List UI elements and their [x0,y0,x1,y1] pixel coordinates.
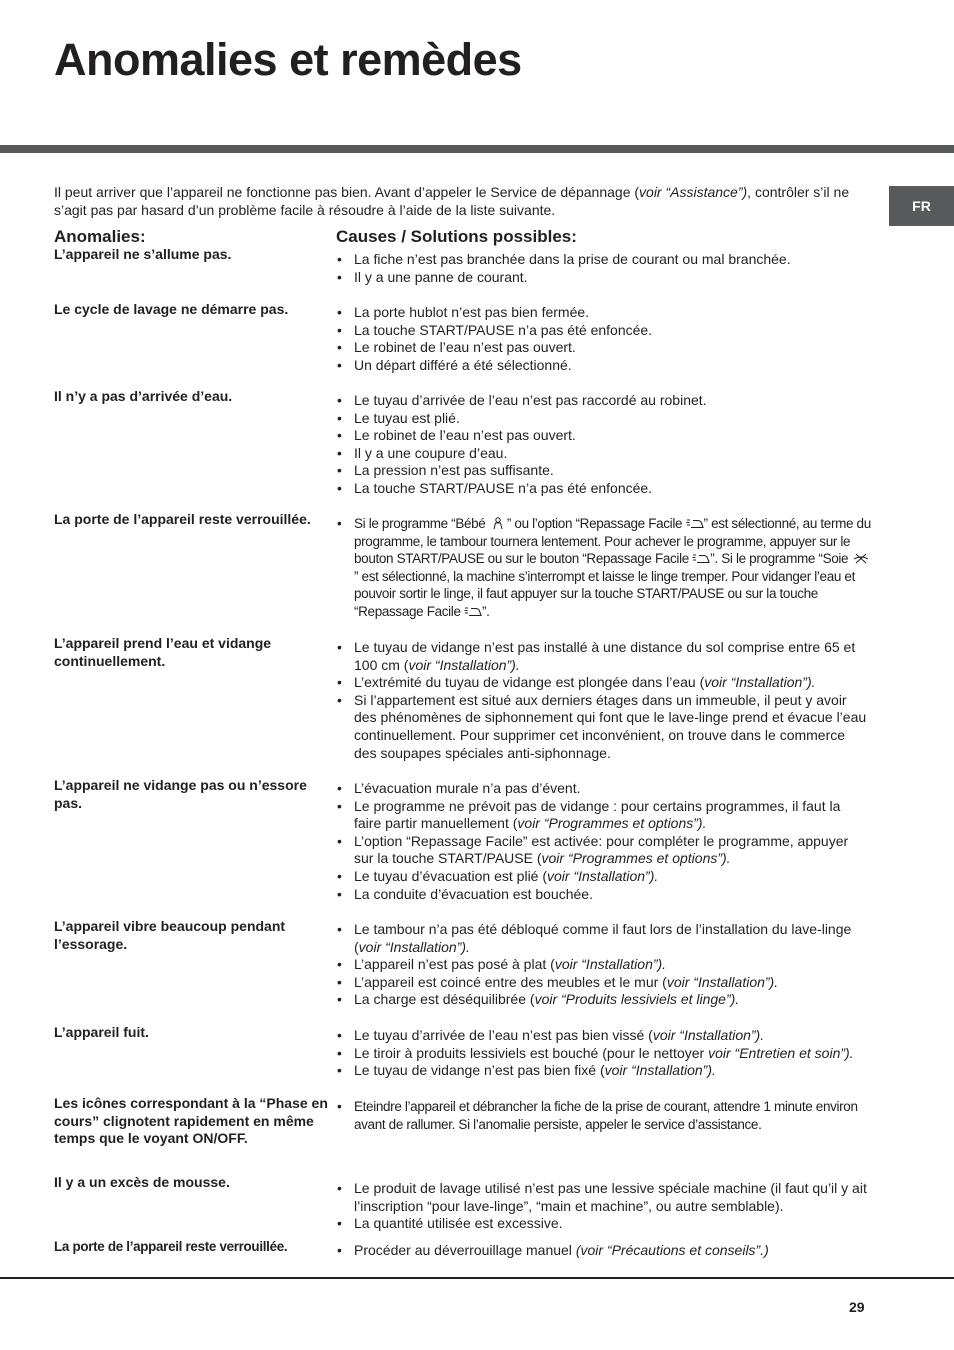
causes-list [336,515,871,621]
cause-text: Un départ différé a été sélectionné. [354,356,572,373]
cause-text: L’extrémité du tuyau de vidange est plongée dans l’eau ( [354,674,705,691]
intro-reference: voir “Assistance”) [639,184,748,200]
cause-item [336,921,871,956]
causes-list [336,921,871,1009]
causes-list [336,392,871,498]
page-title: Anomalies et remèdes [54,34,522,85]
intro-paragraph [54,184,864,219]
anomaly-label: Il y a un excès de mousse. [54,1174,230,1190]
cause-text: L’option “Repassage Facile” est activée: pour compléter le programme, appuyer sur la touche START/PAUSE ( [354,832,849,867]
cause-item [336,480,871,498]
causes-header: Causes / Solutions possibles: [336,227,577,246]
cause-item [336,991,871,1009]
cause-reference: voir “Installation”). [547,867,659,884]
cause-text: La fiche n’est pas branchée dans la prise de courant ou mal branchée. [354,251,791,267]
cause-item [336,515,871,621]
iron-icon [692,552,710,565]
anomaly-label: L’appareil fuit. [54,1024,149,1040]
cause-item [336,639,871,674]
cause-item [336,1062,871,1080]
cause-text: Procéder au déverrouillage manuel [354,1242,576,1258]
cause-text: Le tuyau est plié. [354,409,460,426]
cause-text: Le tambour n’a pas été débloqué comme il faut lors de l’installation du lave-linge ( [354,921,852,955]
language-tab: FR [889,186,954,226]
cause-reference: voir “Installation”). [358,938,470,955]
cause-item [336,357,871,375]
cause-item [336,798,871,833]
cause-text: La touche START/PAUSE n’a pas été enfoncée. [354,479,653,496]
causes-list [336,1180,871,1233]
cause-text: ” ou l’option “Repassage Facile [506,516,686,531]
cause-text: ”. [482,603,490,619]
cause-text: Le tuyau de vidange n’est pas installé à une distance du sol comprise entre 65 et 100 cm ( [354,639,856,673]
cause-item [336,956,871,974]
cause-text: Le tuyau d’évacuation est plié ( [354,867,548,884]
cause-reference: (voir “Précautions et conseils”.) [575,1242,769,1258]
cause-item [336,445,871,463]
anomaly-label: L’appareil prend l’eau et vidange continuellement. [54,635,272,669]
iron-icon [464,605,482,618]
cause-item [336,269,871,287]
anomalies-header: Anomalies: [54,227,146,246]
cause-text: La conduite d’évacuation est bouchée. [354,885,593,902]
cause-text: Si l’appartement est situé aux derniers étages dans un immeuble, il peut y avoir des phénomènes de siphonnement qui font que le lave-linge prend et évacue l’eau continuellement. Pour supprimer cet inconvénient, on trouve dans le commerce des soupapes spéciales anti-siphonnage. [354,691,867,761]
cause-item [336,692,871,762]
cause-reference: voir “Programmes et options”). [517,815,707,832]
cause-text: Le tuyau de vidange n’est pas bien fixé ( [354,1062,605,1079]
cause-text: La charge est déséquilibrée ( [354,991,535,1008]
cause-reference: voir “Produits lessiviels et linge”). [534,991,740,1008]
page-number: 29 [849,1299,865,1315]
cause-text: Le tiroir à produits lessiviels est bouché (pour le nettoyer [354,1044,709,1061]
anomaly-label: La porte de l’appareil reste verrouillée. [54,1239,288,1254]
intro-text-end: , contrôler s’il ne s’agit pas par hasard d’un problème facile à résoudre à l’aide de la liste suivante. [54,184,850,218]
cause-text: Le tuyau d’arrivée de l’eau n’est pas raccordé au robinet. [354,392,707,408]
cause-item [336,462,871,480]
cause-reference: voir “Entretien et soin”). [708,1044,854,1061]
causes-list [336,251,871,286]
cause-text: ” est sélectionné, la machine s’interrompt et laisse le linge tremper. Pour vidanger l’eau et pouvoir sortir le linge, il faut appuyer sur la touche START/PAUSE ou sur la touche “Repassage Facile [354,568,855,619]
cause-item [336,410,871,428]
anomaly-label: Il n’y a pas d’arrivée d’eau. [54,388,233,404]
cause-text: Il y a une coupure d’eau. [354,444,508,461]
cause-text: L’appareil n’est pas posé à plat ( [354,956,555,973]
cause-reference: voir “Installation”). [652,1027,765,1043]
cause-text: ”. Si le programme “Soie [710,551,852,567]
header-divider [0,145,954,153]
footer-divider [0,1277,954,1279]
cause-text: Le robinet de l’eau n’est pas ouvert. [354,427,576,444]
cause-reference: voir “Installation”). [704,674,816,691]
cause-item [336,974,871,992]
causes-list [336,780,871,903]
cause-item [336,339,871,357]
cause-item [336,886,871,904]
cause-item [336,1242,871,1260]
anomaly-label: Le cycle de lavage ne démarre pas. [54,301,289,317]
cause-item [336,322,871,340]
cause-text: La touche START/PAUSE n’a pas été enfoncée. [354,321,653,338]
cause-text: Le programme ne prévoit pas de vidange : pour certains programmes, il faut la faire partir manuellement ( [354,797,841,832]
cause-reference: voir “Installation”). [554,956,667,973]
cause-reference: voir “Installation”). [604,1062,716,1079]
cause-item [336,780,871,798]
cause-text: La quantité utilisée est excessive. [354,1215,563,1232]
cause-text: Le tuyau d’arrivée de l’eau n’est pas bien vissé ( [354,1027,653,1043]
cause-text: La porte hublot n’est pas bien fermée. [354,304,590,320]
cause-reference: voir “Installation”). [408,656,520,673]
cause-text: Eteindre l’appareil et débrancher la fiche de la prise de courant, attendre 1 minute environ avant de rallumer. Si l’anomalie persiste, appeler le service d’assistance. [354,1099,858,1132]
causes-list [336,639,871,762]
cause-item [336,1027,871,1045]
cause-item [336,1098,871,1133]
cause-item [336,392,871,410]
anomaly-label: L’appareil vibre beaucoup pendant l’essorage. [54,918,286,952]
cause-item [336,674,871,692]
cause-reference: voir “Installation”). [666,973,779,990]
anomaly-label: L’appareil ne vidange pas ou n’essore pas. [54,777,307,811]
cause-text: La pression n’est pas suffisante. [354,462,554,479]
iron-icon [686,517,704,530]
silk-icon [852,552,870,565]
causes-list [336,304,871,374]
cause-text: Le robinet de l’eau n’est pas ouvert. [354,339,576,356]
anomaly-label: Les icônes correspondant à la “Phase en cours” clignotent rapidement en même temps que le voyant ON/OFF. [54,1095,328,1146]
causes-list [336,1027,871,1080]
anomaly-label: L’appareil ne s’allume pas. [54,246,232,262]
anomaly-label: La porte de l’appareil reste verrouillée. [54,511,311,527]
cause-item [336,868,871,886]
cause-item [336,427,871,445]
causes-list [336,1242,871,1260]
cause-item [336,833,871,868]
cause-item [336,1180,871,1215]
cause-text: Le produit de lavage utilisé n’est pas une lessive spéciale machine (il faut qu’il y ait l’inscription “pour lave-linge”, “main et machine”, ou autre semblable). [354,1180,867,1214]
cause-text: ” est sélectionné, au terme du programme, le tambour tournera lentement. Pour achever le programme, appuyer sur le bouton START/PAUSE ou sur le bouton “Repassage Facile [354,516,871,567]
cause-item [336,1215,871,1233]
cause-text: Il y a une panne de courant. [354,268,528,285]
cause-reference: voir “Programmes et options”). [541,850,731,867]
baby-icon [489,517,507,530]
cause-text: L’appareil est coincé entre des meubles et le mur ( [354,973,667,990]
cause-text: L’évacuation murale n’a pas d’évent. [354,780,581,796]
cause-item [336,304,871,322]
cause-text: Si le programme “Bébé [354,516,489,531]
causes-list [336,1098,871,1133]
intro-text: Il peut arriver que l’appareil ne fonctionne pas bien. Avant d’appeler le Service de dépannage ( [54,184,640,200]
cause-item [336,1045,871,1063]
cause-item [336,251,871,269]
